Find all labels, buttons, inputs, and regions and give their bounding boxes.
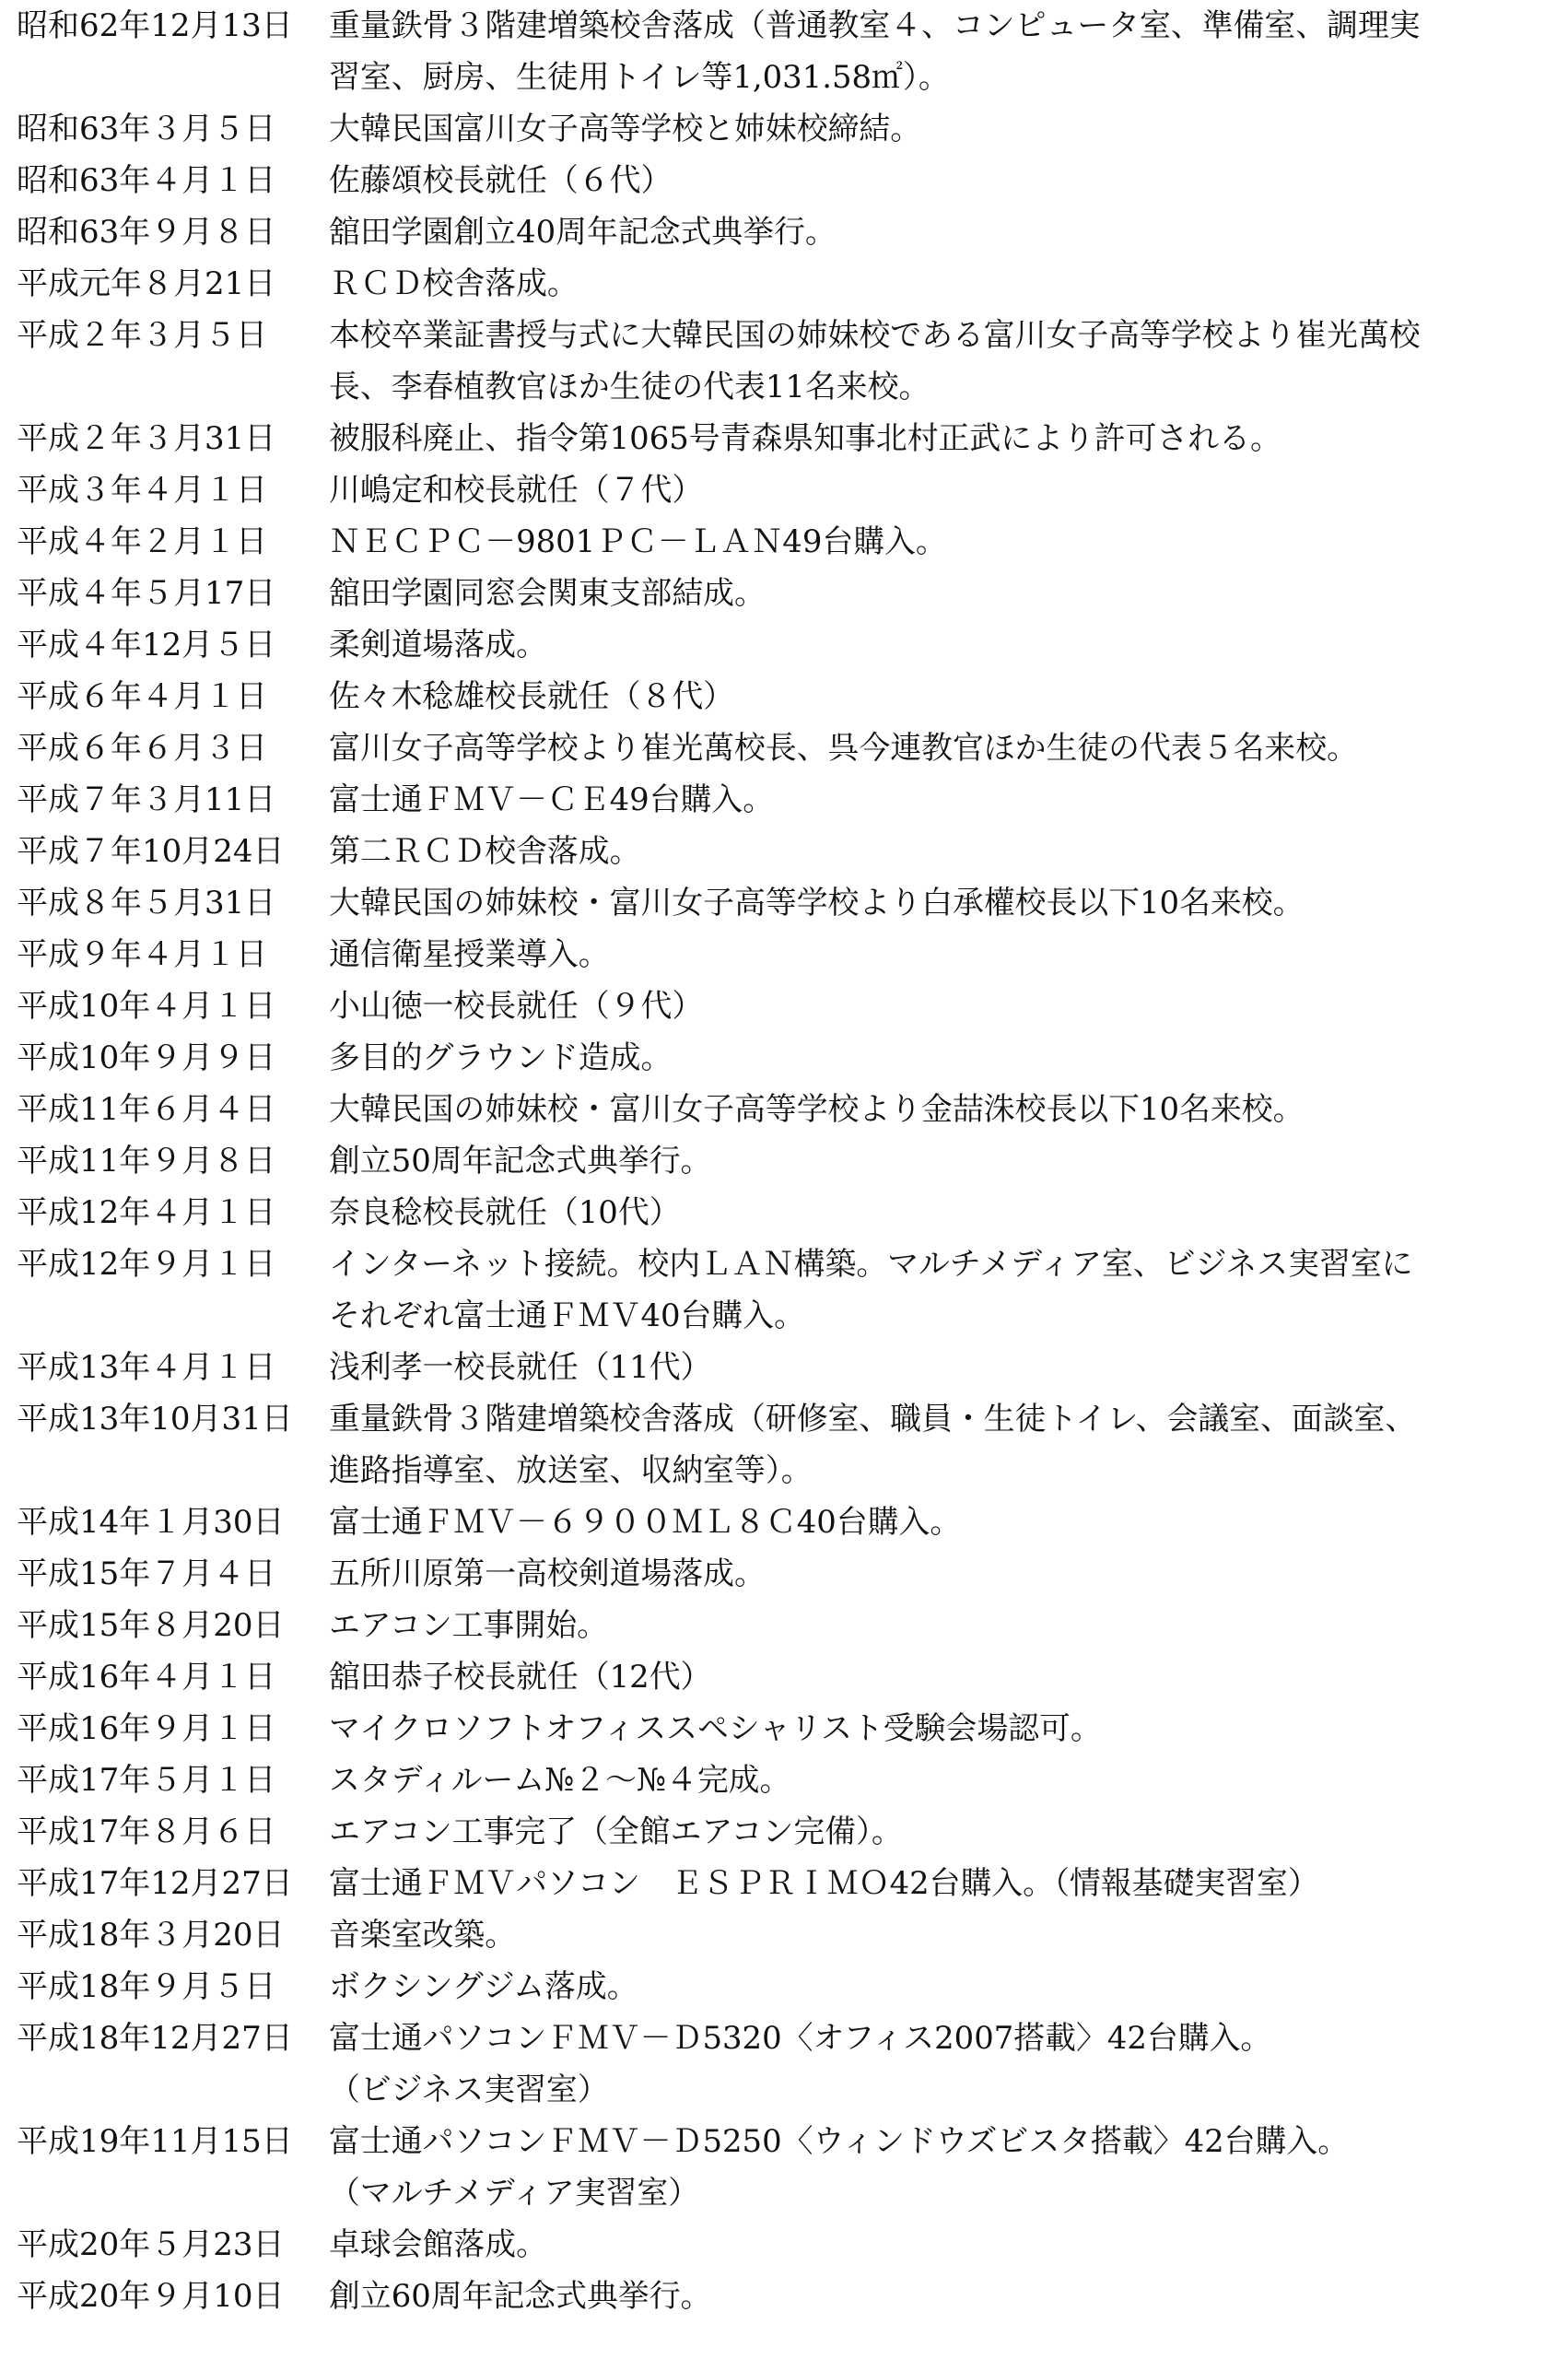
timeline-entry	[0, 1135, 1568, 1187]
entry-description	[329, 929, 1554, 980]
timeline-entry	[0, 722, 1568, 774]
entry-description-line: ＮＥＣＰＣ－9801ＰＣ－ＬＡＮ49台購入。	[329, 523, 947, 560]
entry-description-line: 浅利孝一校長就任（11代）	[329, 1349, 712, 1386]
timeline-entry	[0, 1651, 1568, 1703]
timeline-entry	[0, 1961, 1568, 2013]
entry-date: 平成17年８月６日	[17, 1813, 276, 1850]
entry-description	[329, 2271, 1554, 2322]
entry-date: 平成15年８月20日	[17, 1607, 285, 1644]
entry-description	[329, 1187, 1554, 1238]
timeline-entry	[0, 0, 1568, 103]
entry-description	[329, 516, 1554, 568]
entry-date: 平成14年１月30日	[17, 1504, 285, 1541]
entry-date: 昭和62年12月13日	[17, 7, 293, 44]
timeline-entry	[0, 671, 1568, 722]
entry-date: 平成13年10月31日	[17, 1401, 293, 1438]
entry-description-line: 柔剣道場落成。	[329, 627, 547, 663]
entry-description-line: 卓球会館落成。	[329, 2226, 547, 2263]
entry-date: 平成18年９月５日	[17, 1968, 276, 2005]
entry-date: 平成11年６月４日	[17, 1091, 276, 1128]
entry-description-line: （マルチメディア実習室）	[329, 2175, 700, 2212]
entry-date: 平成７年10月24日	[17, 833, 285, 870]
entry-description	[329, 671, 1554, 722]
entry-description-line: 富士通ＦＭＶパソコン ＥＳＰＲＩＭＯ42台購入。（情報基礎実習室）	[329, 1865, 1319, 1902]
entry-description-line: 音楽室改築。	[329, 1917, 517, 1954]
entry-date: 平成８年５月31日	[17, 885, 276, 921]
entry-description-line: 舘田学園創立40周年記念式典挙行。	[329, 214, 837, 251]
entry-date: 平成15年７月４日	[17, 1555, 276, 1592]
entry-date: 平成20年５月23日	[17, 2226, 285, 2263]
timeline-entry	[0, 258, 1568, 310]
entry-date: 平成４年２月１日	[17, 523, 267, 560]
entry-description-line: 舘田学園同窓会関東支部結成。	[329, 575, 766, 612]
entry-description-line: 長、李春植教官ほか生徒の代表11名来校。	[329, 369, 930, 405]
timeline-entry	[0, 2116, 1568, 2219]
entry-description	[329, 1806, 1554, 1858]
entry-description	[329, 0, 1554, 103]
entry-description	[329, 1961, 1554, 2013]
entry-description-line: 第二ＲＣＤ校舎落成。	[329, 833, 641, 870]
entry-description-line: 重量鉄骨３階建増築校舎落成（普通教室４、コンピュータ室、準備室、調理実	[329, 7, 1421, 44]
timeline-entry	[0, 1084, 1568, 1135]
timeline-entry	[0, 1187, 1568, 1238]
entry-description-line: 富士通パソコンＦＭＶ－Ｄ5250〈ウィンドウズビスタ搭載〉42台購入。	[329, 2123, 1350, 2160]
entry-description	[329, 1755, 1554, 1806]
timeline-entry	[0, 1496, 1568, 1548]
entry-description-line: マイクロソフトオフィススペシャリスト受験会場認可。	[329, 1710, 1102, 1747]
entry-description-line: 小山徳一校長就任（９代）	[329, 988, 704, 1025]
timeline-entry	[0, 929, 1568, 980]
entry-description-line: 大韓民国の姉妹校・富川女子高等学校より白承權校長以下10名来校。	[329, 885, 1305, 921]
entry-description-line: 多目的グラウンド造成。	[329, 1039, 673, 1076]
entry-description	[329, 877, 1554, 929]
timeline-entry	[0, 980, 1568, 1032]
entry-description-line: 五所川原第一高校剣道場落成。	[329, 1555, 766, 1592]
entry-description	[329, 310, 1554, 413]
entry-description	[329, 1703, 1554, 1755]
entry-date: 平成16年４月１日	[17, 1659, 276, 1696]
entry-description	[329, 1032, 1554, 1084]
entry-description-line: ＲＣＤ校舎落成。	[329, 265, 579, 302]
entry-description-line: 奈良稔校長就任（10代）	[329, 1194, 681, 1231]
entry-description-line: 川嶋定和校長就任（７代）	[329, 472, 704, 509]
entry-description-line: 佐々木稔雄校長就任（８代）	[329, 678, 735, 715]
entry-description-line: 本校卒業証書授与式に大韓民国の姉妹校である富川女子高等学校より崔光萬校	[329, 317, 1421, 354]
entry-date: 平成12年９月１日	[17, 1246, 276, 1283]
entry-date: 平成２年３月31日	[17, 420, 276, 457]
timeline-entry	[0, 568, 1568, 619]
timeline-entry	[0, 1858, 1568, 1909]
entry-description-line: 重量鉄骨３階建増築校舎落成（研修室、職員・生徒トイレ、会議室、面談室、	[329, 1401, 1417, 1438]
timeline-entry	[0, 826, 1568, 877]
entry-description-line: 富士通ＦＭＶ－ＣＥ49台購入。	[329, 781, 775, 818]
entry-date: 平成10年４月１日	[17, 988, 276, 1025]
timeline-entry	[0, 1703, 1568, 1755]
entry-description-line: 富士通ＦＭＶ－６９００ＭＬ８Ｃ40台購入。	[329, 1504, 962, 1541]
entry-description	[329, 1342, 1554, 1393]
entry-date: 平成７年３月11日	[17, 781, 276, 818]
entry-date: 平成19年11月15日	[17, 2123, 293, 2160]
entry-description	[329, 1600, 1554, 1651]
timeline-entry	[0, 155, 1568, 206]
entry-date: 平成18年12月27日	[17, 2020, 293, 2057]
entry-date: 平成17年12月27日	[17, 1865, 293, 1902]
entry-date: 平成２年３月５日	[17, 317, 267, 354]
entry-description-line: 通信衛星授業導入。	[329, 936, 610, 973]
timeline-entry	[0, 1600, 1568, 1651]
entry-description-line: 習室、厨房、生徒用トイレ等1,031.58㎡）。	[329, 59, 950, 96]
entry-description-line: 舘田恭子校長就任（12代）	[329, 1659, 712, 1696]
entry-description-line: 創立60周年記念式典挙行。	[329, 2278, 712, 2315]
entry-description-line: エアコン工事開始。	[329, 1607, 608, 1644]
entry-description-line: それぞれ富士通ＦＭＶ40台購入。	[329, 1297, 805, 1334]
timeline-entry	[0, 2219, 1568, 2271]
entry-description-line: 被服科廃止、指令第1065号青森県知事北村正武により許可される。	[329, 420, 1281, 457]
entry-description	[329, 826, 1554, 877]
entry-description	[329, 980, 1554, 1032]
timeline-entry	[0, 413, 1568, 464]
timeline-entry	[0, 1238, 1568, 1342]
entry-date: 平成11年９月８日	[17, 1143, 276, 1180]
entry-description-line: 創立50周年記念式典挙行。	[329, 1143, 712, 1180]
entry-description	[329, 1084, 1554, 1135]
entry-date: 平成６年６月３日	[17, 730, 267, 767]
entry-description-line: （ビジネス実習室）	[329, 2071, 609, 2108]
entry-description-line: 富川女子高等学校より崔光萬校長、呉今連教官ほか生徒の代表５名来校。	[329, 730, 1358, 767]
timeline-entry	[0, 1909, 1568, 1961]
timeline-entry	[0, 619, 1568, 671]
entry-description	[329, 464, 1554, 516]
entry-description	[329, 774, 1554, 826]
entry-description-line: 進路指導室、放送室、収納室等）。	[329, 1452, 813, 1489]
entry-description	[329, 413, 1554, 464]
entry-description	[329, 155, 1554, 206]
entry-date: 平成４年５月17日	[17, 575, 276, 612]
entry-description	[329, 206, 1554, 258]
entry-description	[329, 1548, 1554, 1600]
entry-description	[329, 2219, 1554, 2271]
entry-description-line: 大韓民国の姉妹校・富川女子高等学校より金喆洙校長以下10名来校。	[329, 1091, 1305, 1128]
entry-description	[329, 1858, 1554, 1909]
timeline-entry	[0, 310, 1568, 413]
entry-description	[329, 1238, 1554, 1342]
entry-description-line: 佐藤頌校長就任（６代）	[329, 162, 673, 199]
timeline-entry	[0, 2013, 1568, 2116]
entry-description	[329, 568, 1554, 619]
entry-description	[329, 2116, 1554, 2219]
timeline-entry	[0, 2271, 1568, 2322]
entry-date: 平成20年９月10日	[17, 2278, 285, 2315]
entry-date: 平成４年12月５日	[17, 627, 276, 663]
timeline-entry	[0, 1806, 1568, 1858]
entry-description	[329, 1909, 1554, 1961]
entry-description-line: 富士通パソコンＦＭＶ－Ｄ5320〈オフィス2007搭載〉42台購入。	[329, 2020, 1272, 2057]
entry-description	[329, 1651, 1554, 1703]
entry-description-line: 大韓民国富川女子高等学校と姉妹校締結。	[329, 111, 922, 147]
entry-date: 平成９年４月１日	[17, 936, 267, 973]
entry-date: 平成10年９月９日	[17, 1039, 276, 1076]
entry-description	[329, 258, 1554, 310]
entry-description-line: ボクシングジム落成。	[329, 1968, 638, 2005]
timeline-entry	[0, 1548, 1568, 1600]
timeline-entry	[0, 103, 1568, 155]
entry-description	[329, 1496, 1554, 1548]
entry-date: 昭和63年３月５日	[17, 111, 276, 147]
entry-description-line: インターネット接続。校内ＬＡＮ構築。マルチメディア室、ビジネス実習室に	[329, 1246, 1413, 1283]
timeline-entry	[0, 774, 1568, 826]
timeline-entry	[0, 877, 1568, 929]
entry-date: 昭和63年４月１日	[17, 162, 276, 199]
timeline-entry	[0, 1393, 1568, 1496]
entry-description	[329, 619, 1554, 671]
entry-description	[329, 2013, 1554, 2116]
entry-date: 平成12年４月１日	[17, 1194, 276, 1231]
entry-date: 平成13年４月１日	[17, 1349, 276, 1386]
entry-date: 平成３年４月１日	[17, 472, 267, 509]
timeline-entry	[0, 206, 1568, 258]
timeline-entry	[0, 1032, 1568, 1084]
entry-date: 平成元年８月21日	[17, 265, 276, 302]
entry-date: 平成６年４月１日	[17, 678, 267, 715]
entry-date: 平成17年５月１日	[17, 1762, 276, 1799]
entry-description	[329, 722, 1554, 774]
timeline-entry	[0, 516, 1568, 568]
entry-description-line: スタディルーム№２～№４完成。	[329, 1762, 791, 1799]
entry-date: 平成16年９月１日	[17, 1710, 276, 1747]
entry-date: 平成18年３月20日	[17, 1917, 285, 1954]
timeline-entry	[0, 1755, 1568, 1806]
entry-date: 昭和63年９月８日	[17, 214, 276, 251]
timeline-entry	[0, 464, 1568, 516]
entry-description	[329, 103, 1554, 155]
entry-description	[329, 1135, 1554, 1187]
entry-description	[329, 1393, 1554, 1496]
timeline-entry	[0, 1342, 1568, 1393]
entry-description-line: エアコン工事完了（全館エアコン完備）。	[329, 1813, 903, 1850]
